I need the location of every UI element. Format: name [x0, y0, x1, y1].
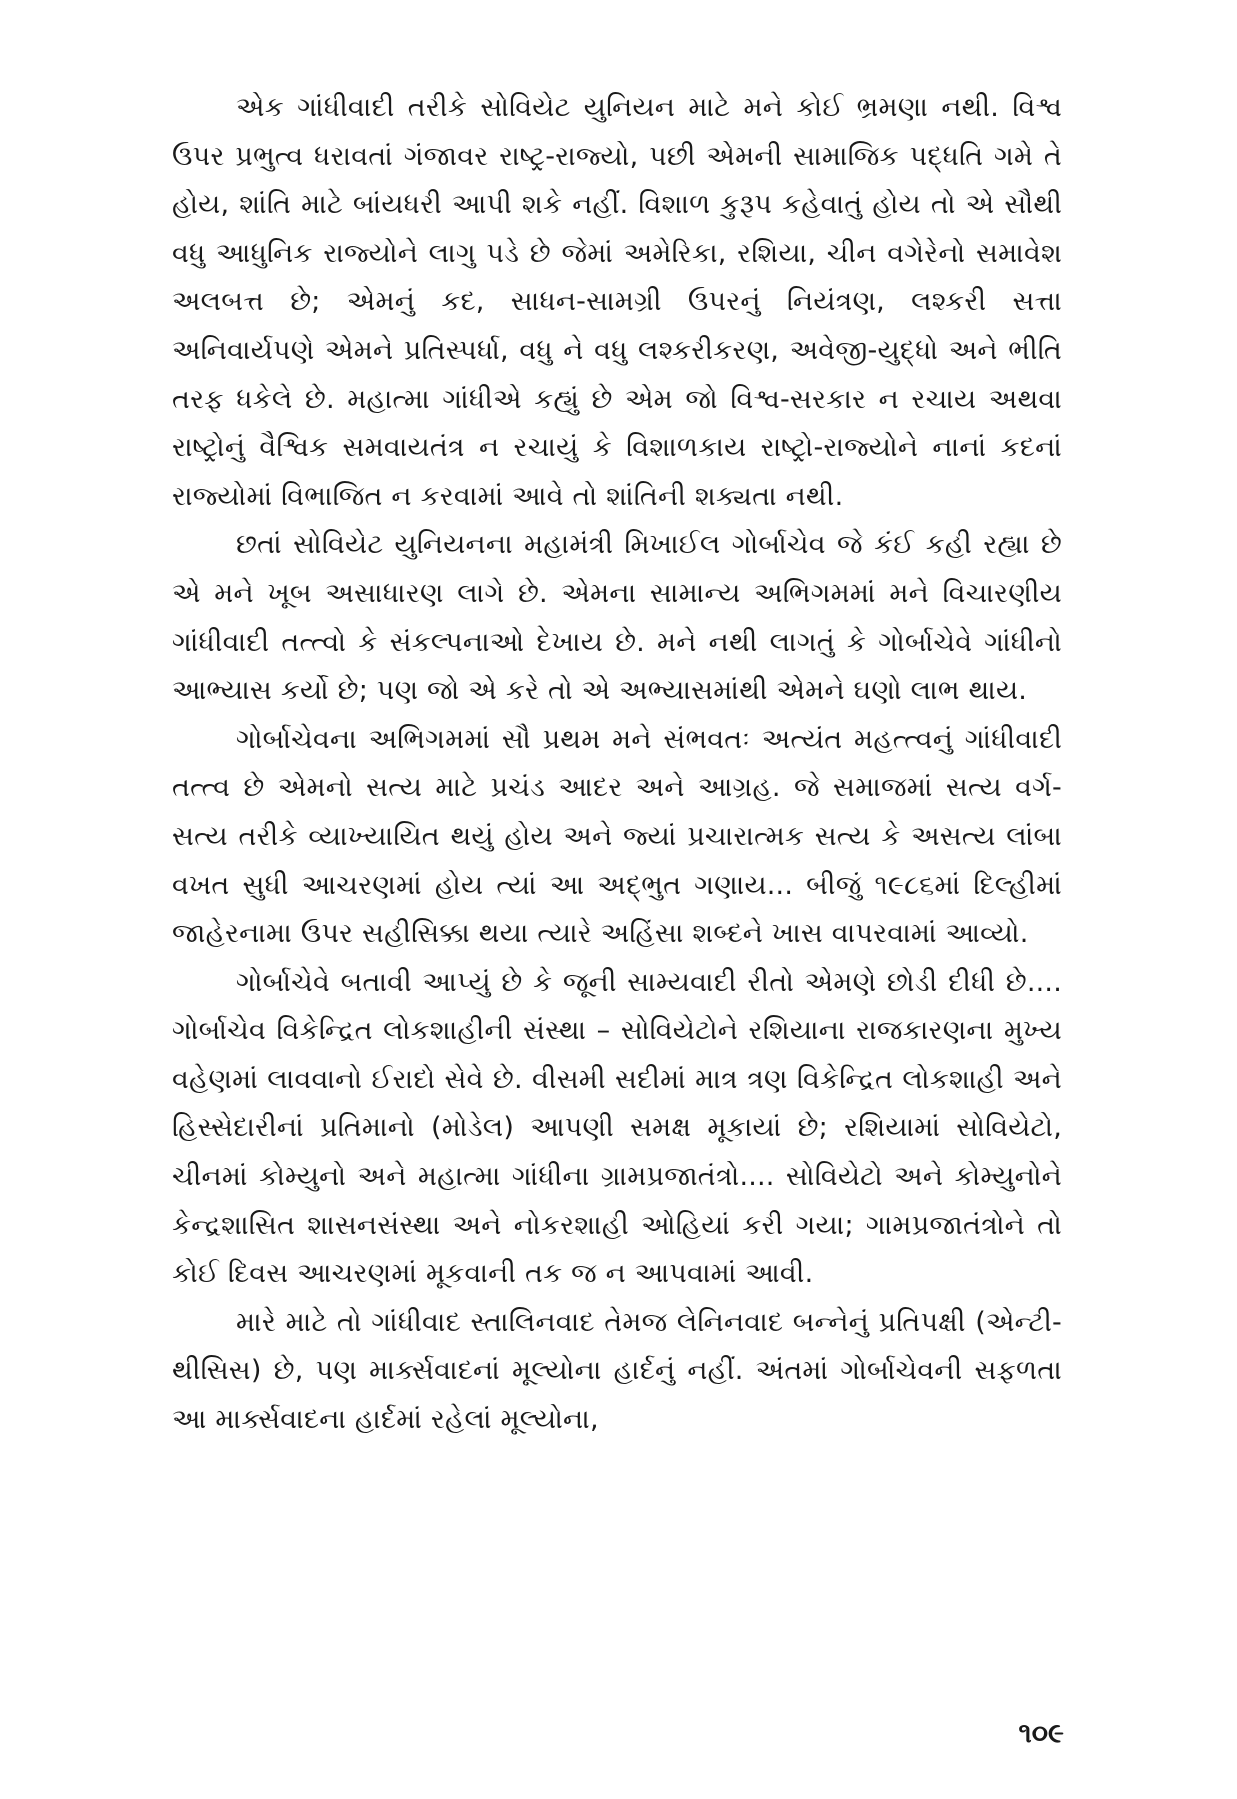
- paragraph-3: ગોર્બાચેવના અભિગમમાં સૌ પ્રથમ મને સંભવતઃ અત્યંત મહત્ત્વનું ગાંધીવાદી તત્ત્વ છે એમનો સત્ય માટે પ્રચંડ આદર અને આગ્રહ. જે સમાજમાં સત્ય વર્ગ-સત્ય તરીકે વ્યાખ્યાયિત થયું હોય અને જ્યાં પ્રચારાત્મક સત્ય કે અસત્ય લાંબા વખત સુધી આચરણમાં હોય ત્યાં આ અદ્ભુત ગણાય... બીજું ૧૯૮૬માં દિલ્હીમાં જાહેરનામા ઉપર સહીસિક્કા થયા ત્યારે અહિંસા શબ્દને ખાસ વાપરવામાં આવ્યો.: [172, 723, 1062, 950]
- paragraph-1: એક ગાંધીવાદી તરીકે સોવિયેટ યુનિયન માટે મને કોઈ ભ્રમણા નથી. વિશ્વ ઉપર પ્રભુત્વ ધરાવતાં ગંજાવર રાષ્ટ્ર-રાજ્યો, પછી એમની સામાજિક પદ્ધતિ ગમે તે હોય, શાંતિ માટે બાંયધરી આપી શકે નહીં. વિશાળ કુરૂપ કહેવાતું હોય તો એ સૌથી વધુ આધુનિક રાજ્યોને લાગુ પડે છે જેમાં અમેરિકા, રશિયા, ચીન વગેરેનો સમાવેશ અલબત્ત છે; એમનું કદ, સાધન-સામગ્રી ઉપરનું નિયંત્રણ, લશ્કરી સત્તા અનિવાર્યપણે એમને પ્રતિસ્પર્ધા, વધુ ને વધુ લશ્કરીકરણ, અવેજી-યુદ્ધો અને ભીતિ તરફ ધકેલે છે. મહાત્મા ગાંધીએ કહ્યું છે એમ જો વિશ્વ-સરકાર ન રચાય અથવા રાષ્ટ્રોનું વૈશ્વિક સમવાયતંત્ર ન રચાયું કે વિશાળકાય રાષ્ટ્રો-રાજ્યોને નાનાં કદનાં રાજ્યોમાં વિભાજિત ન કરવામાં આવે તો શાંતિની શક્યતા નથી.: [172, 92, 1062, 512]
- page-number: ૧૦૯: [1018, 1718, 1064, 1749]
- body-text: [172, 84, 1062, 1445]
- paragraph-2: છતાં સોવિયેટ યુનિયનના મહામંત્રી મિખાઈલ ગોર્બાચેવ જે કંઈ કહી રહ્યા છે એ મને ખૂબ અસાધારણ લાગે છે. એમના સામાન્ય અભિગમમાં મને વિચારણીય ગાંધીવાદી તત્ત્વો કે સંકલ્પનાઓ દેખાય છે. મને નથી લાગતું કે ગોર્બાચેવે ગાંધીનો આભ્યાસ કર્યો છે; પણ જો એ કરે તો એ અભ્યાસમાંથી એમને ઘણો લાભ થાય.: [172, 529, 1062, 707]
- paragraph-4: ગોર્બાચેવે બતાવી આપ્યું છે કે જૂની સામ્યવાદી રીતો એમણે છોડી દીધી છે.... ગોર્બાચેવ વિકેન્દ્રિત લોકશાહીની સંસ્થા – સોવિયેટોને રશિયાના રાજકારણના મુખ્ય વહેણમાં લાવવાનો ઈરાદો સેવે છે. વીસમી સદીમાં માત્ર ત્રણ વિકેન્દ્રિત લોકશાહી અને હિસ્સેદારીનાં પ્રતિમાનો (મોડેલ) આપણી સમક્ષ મૂકાયાં છે; રશિયામાં સોવિયેટો, ચીનમાં કોમ્યુનો અને મહાત્મા ગાંધીના ગ્રામપ્રજાતંત્રો.... સોવિયેટો અને કોમ્યુનોને કેન્દ્રશાસિત શાસનસંસ્થા અને નોકરશાહી ઓહિયાં કરી ગયા; ગામપ્રજાતંત્રોને તો કોઈ દિવસ આચરણમાં મૂકવાની તક જ ન આપવામાં આવી.: [172, 966, 1062, 1290]
- paragraph-5: મારે માટે તો ગાંધીવાદ સ્તાલિનવાદ તેમજ લેનિનવાદ બન્નેનું પ્રતિપક્ષી (એન્ટી-થીસિસ) છે, પણ માર્ક્સવાદનાં મૂલ્યોના હાર્દનું નહીં. અંતમાં ગોર્બાચેવની સફળતા આ માર્ક્સવાદના હાર્દમાં રહેલાં મૂલ્યોના,: [172, 1306, 1062, 1436]
